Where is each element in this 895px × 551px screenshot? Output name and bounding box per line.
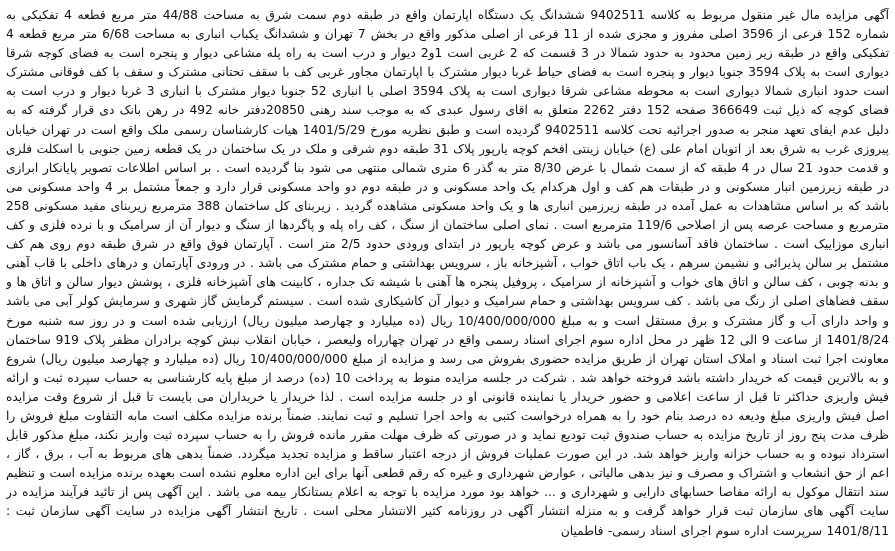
auction-notice	[6, 6, 889, 546]
notice-body-text: آگهی مزایده مال غیر منقول مربوط به کلاسه 9402511 ششدانگ یک دستگاه اپارتمان واقع در طبقه دوم سمت شرق به مساحت 44/88 متر مربع قطعه 4 تفکیکی به شماره 152 فرعی از 3596 اصلی مفروز و مجزی شده از 11 فرعی از اصلی مذکور واقع در بخش 7 تهران و ششدانگ یکباب انباری به مساحت 6/68 متر مربع قطعه 4 تفکیکی واقع در طبقه زیر زمین محدود به حدود شمالا در 3 قسمت که 2 غربی است 1و2 دیوار و درب است به راه پله مشاعی دیوار و پنجره است به فضای کوچه شرقا دیواری است به پلاک 3594 جنوبا دیوار و پنجره است به فضای حیاط غربا دیوار مشترک با اپارتمان مجاور غربی کف با سقف تحتانی مشترک و سقف با کف فوقانی مشترک است حدود انباری شمالا دیواری است به محوطه مشاعی شرقا دیواری است به پلاک 3594 اصلی با انباری 52 جنوبا دیوار مشترک با انباری 3 غربا دیوار و درب است به فضای کوچه که ذیل ثبت 366649 صفحه 152 دفتر 2262 متعلق به اقای رسول عبدی که به موجب سند رهنی 20850دفتر خانه 492 در رهن بانک دی قرار گرفته که به دلیل عدم ایفای تعهد منجر به صدور اجرائیه تحت کلاسه 9402511 گردیده است و طبق نظریه مورخ 1401/5/29 هیات کارشناسان رسمی ملک واقع است در تهران خیابان پیروزی غرب به شرق بعد از اتوبان امام علی (ع) خیابان زینتی افخم کوچه یارپور پلاک 31 طبقه دوم شرقی و ملک در یک ساختمان در یک قطعه زمین جنوبی با اسکلت فلزی و قدمت حدود 21 سال در 4 طبقه که از سمت شمال با عرض 8/30 متر به گذر 6 متری شمالی منتهی می شود بنا گردیده است . بر اساس اطلاعات تصویر پایانکار ابرازی در طبقه زیرزمین انبار مسکونی و در طبقات هم کف و اول هرکدام یک واحد مسکونی و در طبقه دوم دو واحد مسکونی قرار دارد و جمعاً مشتمل بر 4 واحد مسکونی می باشد که بر اساس مشاهدات به عمل آمده در طبقه زیرزمین انباری ها و یک واحد مسکونی مشاهده گردید . زیربنای کل ساختمان 388 مترمربع زیربنای مفید مسکونی 258 مترمربع و مساحت عرصه پس از اصلاحی 119/6 مترمربع است . نمای اصلی ساختمان از سنگ ، کف راه پله و پاگردها از سنگ و دیوار آن از سرامیک و با نرده فلزی و کف انباری موزاییک است . ساختمان فاقد آسانسور می باشد و عرض کوچه یارپور در ابتدای ورودی حدود 2/5 متر است . آپارتمان فوق واقع در شرق طبقه دوم روی هم کف مشتمل بر سالن پذیرائی و نشیمن سرهم ، یک باب اتاق خواب ، آشپزخانه باز ، سرویس بهداشتی و حمام مشترک می باشد . در ورودی آپارتمان و درهای داخلی با قاب آهنی و بدنه چوبی ، کف سالن و اتاق های خواب و آشپزخانه از سرامیک ، پروفیل پنجره ها آهنی با شیشه تک جداره ، کابینت های آشپزخانه فلزی ، پوشش دیوار سالن و اتاق ها و سقف فضاهای اصلی از رنگ می باشد . کف سرویس بهداشتی و حمام سرامیک و دیوار آن کاشیکاری شده است . سیستم گرمایش گاز شهری و سرمایش کولر آبی می باشد و واحد دارای آب و گاز مشترک و برق مستقل است و به مبلغ 10/400/000/000 ریال (ده میلیارد و چهارصد میلیون ریال) ارزیابی شده است و در روز سه شنبه مورخ 1401/8/24 از ساعت 9 الی 12 ظهر در محل اداره سوم اجرای اسناد رسمی واقع در تهران چهارراه ولیعصر ، خیابان انقلاب نبش کوچه برادران مظفر پلاک 919 ساختمان معاونت اجرا ثبت اسناد و املاک استان تهران از طریق مزایده حضوری بفروش می رسد و مزایده از مبلغ 10/400/000/000 ریال (ده میلیارد و چهارصد میلیون ریال) شروع و به بالاترین قیمت که خریدار داشته باشد فروخته خواهد شد . شرکت در جلسه مزایده منوط به پرداخت 10 (ده) درصد از مبلغ پایه کارشناسی به حساب سپرده ثبت و ارائه فیش واریزی حداکثر تا قبل از ساعت اعلامی و حضور خریدار یا نماینده قانونی او در جلسه مزایده است . لذا خریدار یا خریداران می بایست تا قبل از شروع وقت مزایده اصل فیش واریزی مبلغ ودیعه ده درصد بنام خود را به همراه درخواست کتبی به واحد اجرا تسلیم و ثبت نمایند. ضمناً برنده مزایده مکلف است مابه التفاوت مبلغ فروش را ظرف مدت پنج روز از تاریخ مزایده به حساب صندوق ثبت تودیع نماید و در صورتی که ظرف مهلت مقرر مانده فروش را به حساب سپرده ثبت واریز نکند، مبلغ مذکور قابل استرداد نبوده و به حساب خزانه واریز خواهد شد. در این صورت عملیات فروش از درجه اعتبار ساقط و مزایده تجدید میگردد. ضمناً بدهی های مربوط به آب ، برق ، گاز ، اعم از حق انشعاب و اشتراک و مصرف و نیز بدهی مالیاتی ، عوارض شهرداری و غیره که رقم قطعی آنها برای این اداره معلوم نشده است بعهده برنده مزایده است و تنظیم سند انتقال موکول به ارائه مفاصا حسابهای دارایی و شهرداری و ... خواهد بود مورد مزایده با توجه به اعلام بستانکار بیمه می باشد . این آگهی پس از تائید فرآیند مزایده در سایت آگهی های سازمان ثبت قرار خواهد گرفت و به منزله انتشار آگهی در روزنامه کثیر الانتشار محلی است . تاریخ انتشار آگهی مزایده در سایت آگهی سازمان ثبت : 1401/8/11 سرپرست اداره سوم اجرای اسناد رسمی- فاطمیان	[6, 8, 889, 538]
